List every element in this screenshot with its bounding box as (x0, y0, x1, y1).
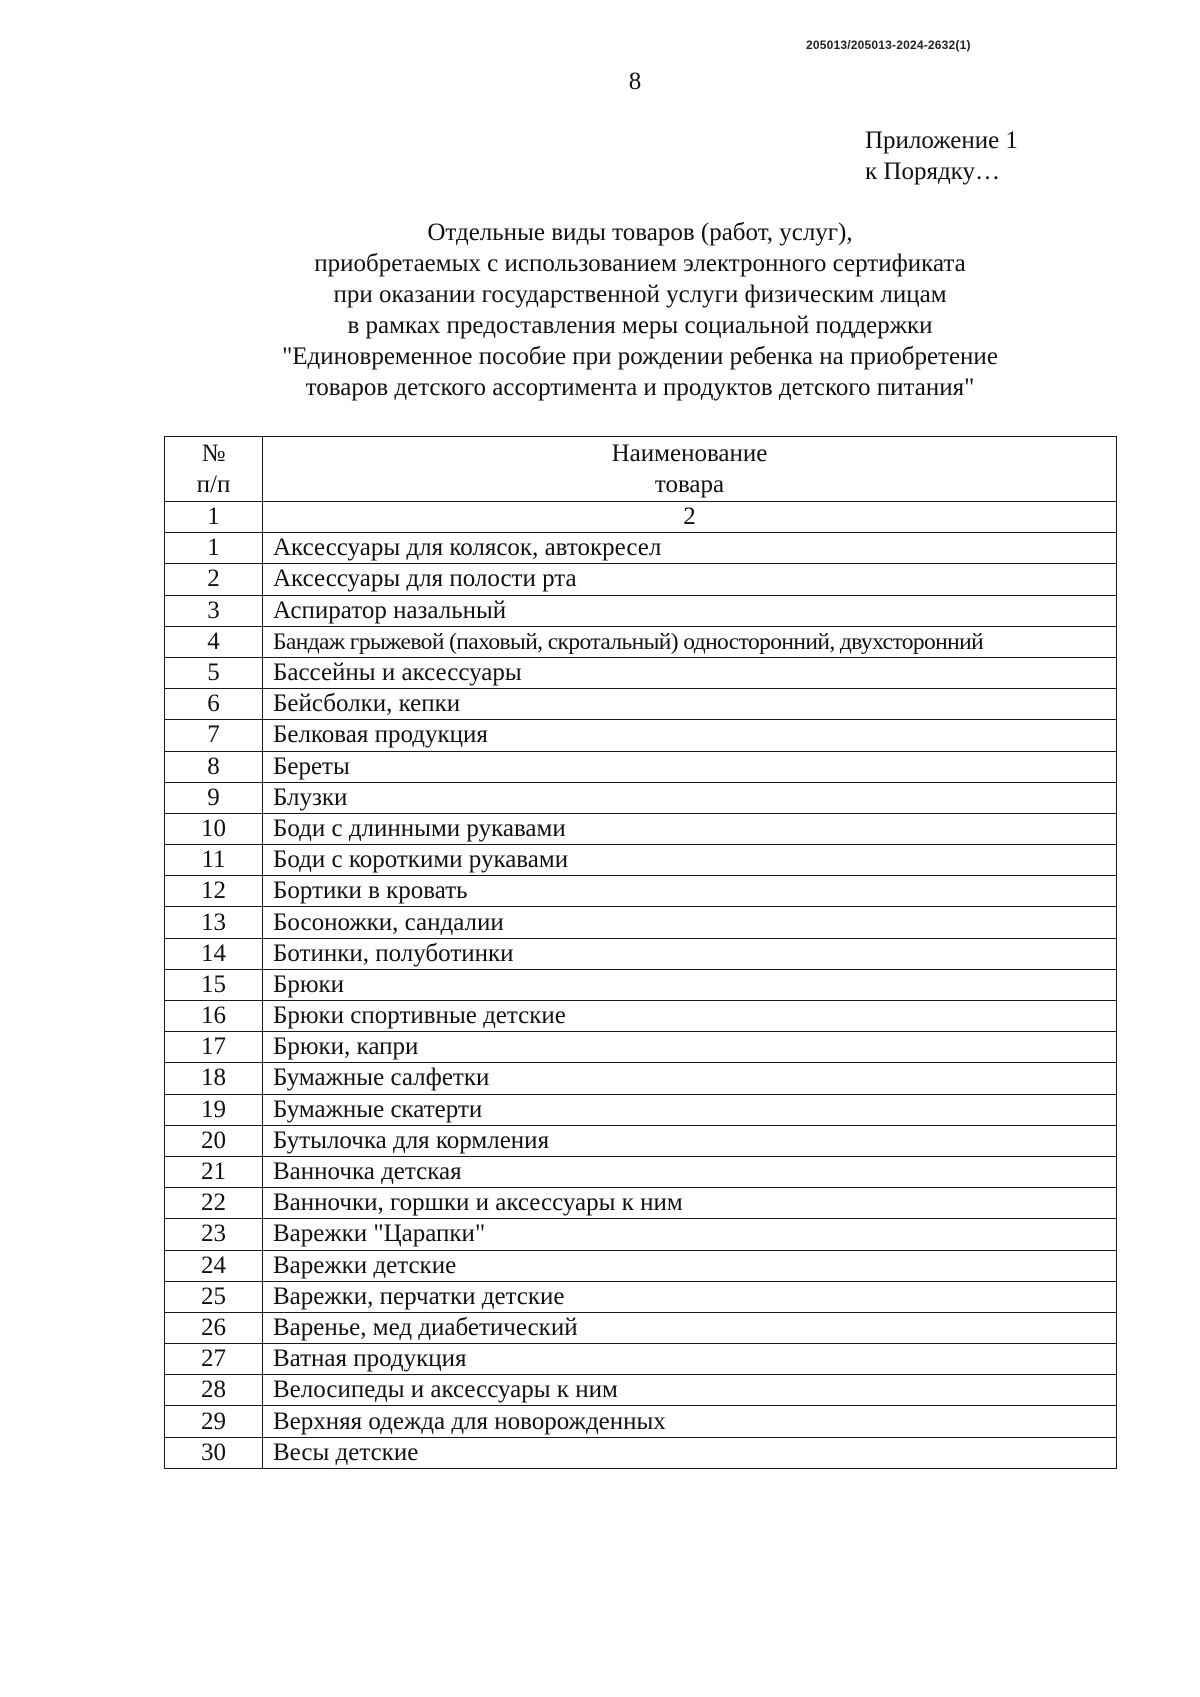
goods-table (164, 436, 1117, 1469)
goods-name: Белковая продукция (263, 720, 1117, 751)
table-row (165, 969, 1117, 1000)
table-row (165, 564, 1117, 595)
goods-name: Босоножки, сандалии (263, 907, 1117, 938)
row-number: 18 (165, 1063, 263, 1094)
row-number: 7 (165, 720, 263, 751)
goods-name: Боди с длинными рукавами (263, 813, 1117, 844)
table-row (165, 626, 1117, 657)
goods-name: Брюки спортивные детские (263, 1001, 1117, 1032)
row-number: 1 (165, 533, 263, 564)
appendix-line-1: Приложение 1 (865, 127, 1018, 154)
row-number: 13 (165, 907, 263, 938)
table-row (165, 1156, 1117, 1187)
goods-name: Варежки детские (263, 1250, 1117, 1281)
goods-name: Брюки, капри (263, 1032, 1117, 1063)
document-id: 205013/205013-2024-2632(1) (806, 38, 971, 52)
table-row (165, 595, 1117, 626)
table-row (165, 1125, 1117, 1156)
row-number: 28 (165, 1375, 263, 1406)
title-line: "Единовременное пособие при рождении ребенка на приобретение (282, 343, 998, 370)
goods-name: Аспиратор назальный (263, 595, 1117, 626)
table-row (165, 938, 1117, 969)
row-number: 15 (165, 969, 263, 1000)
goods-name: Бумажные скатерти (263, 1094, 1117, 1125)
table-row (165, 1250, 1117, 1281)
row-number: 5 (165, 657, 263, 688)
row-number: 26 (165, 1312, 263, 1343)
table-row (165, 813, 1117, 844)
table-row (165, 876, 1117, 907)
goods-name: Аксессуары для колясок, автокресел (263, 533, 1117, 564)
row-number: 29 (165, 1406, 263, 1437)
row-number: 21 (165, 1156, 263, 1187)
goods-name: Брюки (263, 969, 1117, 1000)
goods-name: Аксессуары для полости рта (263, 564, 1117, 595)
column-number: 2 (263, 502, 1117, 533)
table-row (165, 657, 1117, 688)
row-number: 25 (165, 1281, 263, 1312)
row-number: 12 (165, 876, 263, 907)
table-row (165, 782, 1117, 813)
table-row (165, 720, 1117, 751)
table-row (165, 1094, 1117, 1125)
goods-name: Бортики в кровать (263, 876, 1117, 907)
goods-name: Велосипеды и аксессуары к ним (263, 1375, 1117, 1406)
page-number: 8 (628, 68, 642, 95)
table-row (165, 1063, 1117, 1094)
goods-name: Ботинки, полуботинки (263, 938, 1117, 969)
goods-name: Бумажные салфетки (263, 1063, 1117, 1094)
row-number: 17 (165, 1032, 263, 1063)
title-line: в рамках предоставления меры социальной поддержки (347, 312, 933, 339)
table-row (165, 1437, 1117, 1468)
appendix-line-2: к Порядку… (865, 158, 1000, 185)
row-number: 27 (165, 1344, 263, 1375)
goods-name: Блузки (263, 782, 1117, 813)
table-header-row (165, 437, 1117, 502)
goods-name: Варежки, перчатки детские (263, 1281, 1117, 1312)
title-line: товаров детского ассортимента и продуктов детского питания" (305, 374, 975, 401)
row-number: 8 (165, 751, 263, 782)
goods-name: Ватная продукция (263, 1344, 1117, 1375)
header-number: № п/п (165, 437, 263, 502)
header-name: Наименование товара (263, 437, 1117, 502)
table-row (165, 1188, 1117, 1219)
goods-name: Бутылочка для кормления (263, 1125, 1117, 1156)
table-row (165, 533, 1117, 564)
row-number: 6 (165, 689, 263, 720)
goods-name: Береты (263, 751, 1117, 782)
goods-name: Весы детские (263, 1437, 1117, 1468)
column-number: 1 (165, 502, 263, 533)
table-row (165, 689, 1117, 720)
row-number: 2 (165, 564, 263, 595)
document-title (190, 217, 1090, 403)
row-number: 3 (165, 595, 263, 626)
table-row (165, 751, 1117, 782)
goods-name: Бассейны и аксессуары (263, 657, 1117, 688)
row-number: 11 (165, 845, 263, 876)
goods-name: Боди с короткими рукавами (263, 845, 1117, 876)
row-number: 20 (165, 1125, 263, 1156)
table-row (165, 1344, 1117, 1375)
row-number: 22 (165, 1188, 263, 1219)
goods-name: Бейсболки, кепки (263, 689, 1117, 720)
row-number: 30 (165, 1437, 263, 1468)
table-row (165, 1312, 1117, 1343)
row-number: 14 (165, 938, 263, 969)
table-row (165, 845, 1117, 876)
table-row (165, 907, 1117, 938)
title-line: при оказании государственной услуги физическим лицам (333, 281, 947, 308)
column-number-row (165, 502, 1117, 533)
title-line: Отдельные виды товаров (работ, услуг), (427, 219, 853, 246)
goods-name: Варежки "Царапки" (263, 1219, 1117, 1250)
goods-name: Варенье, мед диабетический (263, 1312, 1117, 1343)
goods-name: Ванночка детская (263, 1156, 1117, 1187)
row-number: 9 (165, 782, 263, 813)
row-number: 10 (165, 813, 263, 844)
row-number: 19 (165, 1094, 263, 1125)
appendix-reference (865, 125, 1018, 187)
table-row (165, 1281, 1117, 1312)
table-row (165, 1406, 1117, 1437)
row-number: 16 (165, 1001, 263, 1032)
goods-name: Бандаж грыжевой (паховый, скротальный) односторонний, двухсторонний (263, 626, 1117, 657)
goods-name: Верхняя одежда для новорожденных (263, 1406, 1117, 1437)
table-row (165, 1001, 1117, 1032)
table-row (165, 1219, 1117, 1250)
row-number: 24 (165, 1250, 263, 1281)
row-number: 4 (165, 626, 263, 657)
table-row (165, 1032, 1117, 1063)
goods-name: Ванночки, горшки и аксессуары к ним (263, 1188, 1117, 1219)
title-line: приобретаемых с использованием электронного сертификата (314, 250, 966, 277)
table-row (165, 1375, 1117, 1406)
row-number: 23 (165, 1219, 263, 1250)
